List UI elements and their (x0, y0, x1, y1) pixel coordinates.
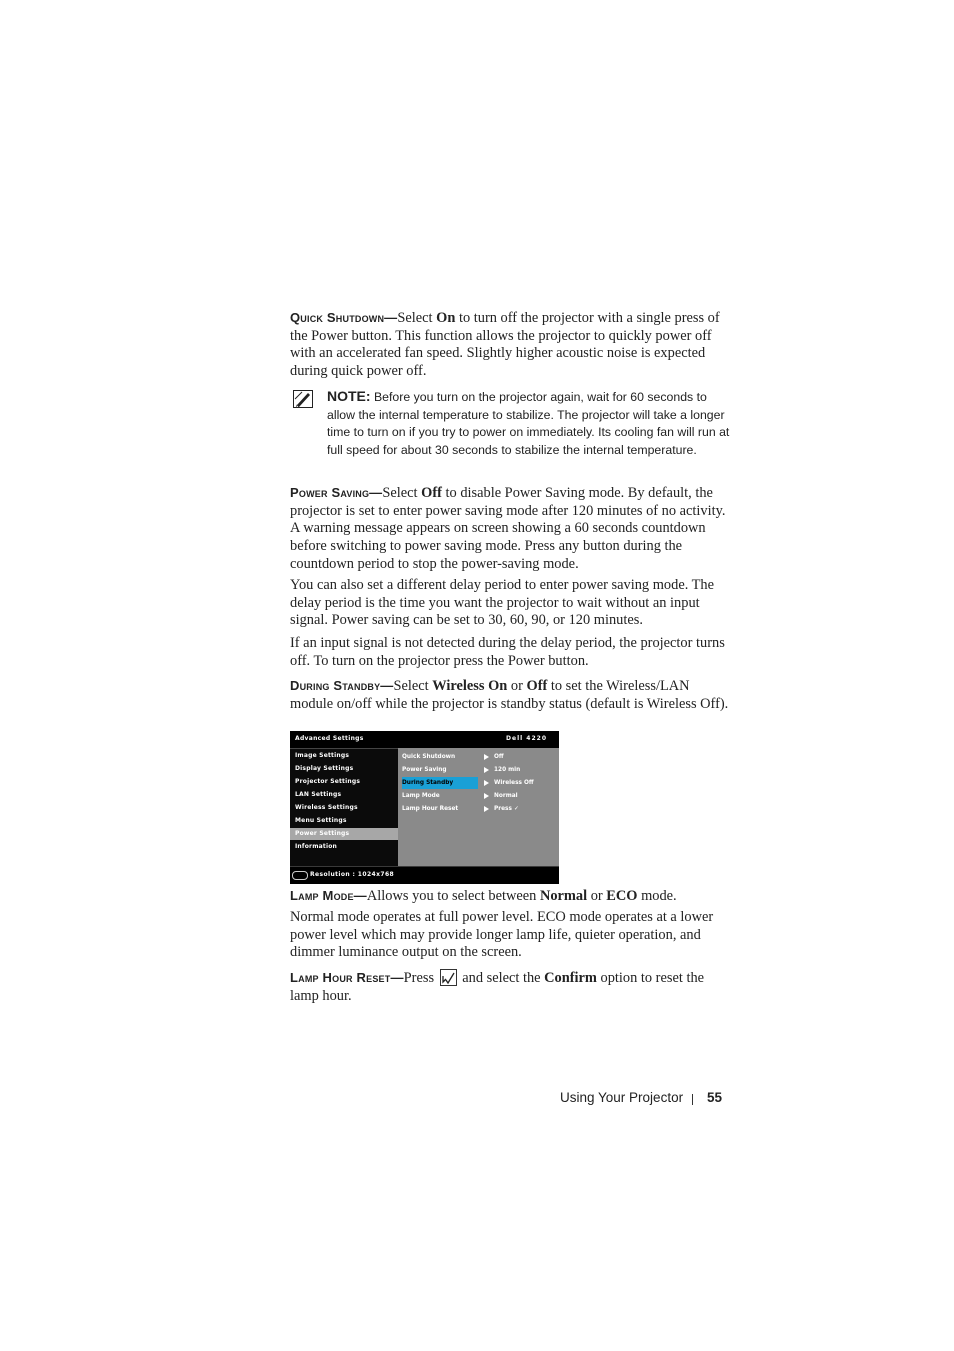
note-text: NOTE: Before you turn on the projector again, wait for 60 seconds to allow the internal temperature to stabilize. The projector will take a longer time to turn on if you try to power on immediately. Its cooling fan will run at full speed for about 30 seconds to stabilize the internal temperature. (327, 388, 730, 457)
note-label: NOTE: (327, 388, 371, 404)
osd-menu-lan-settings[interactable]: LAN Settings (295, 791, 342, 798)
quick-shutdown-value: On (436, 310, 456, 326)
lamp-mode-term: Lamp Mode— (290, 888, 367, 903)
osd-resolution: Resolution : 1024x768 (310, 871, 395, 878)
footer-section-title: Using Your Projector (560, 1090, 684, 1105)
osd-status-bar (290, 866, 559, 884)
osd-sub-quick-shutdown[interactable]: Quick Shutdown Off (402, 754, 504, 760)
osd-sub-lamp-mode[interactable]: Lamp Mode Normal (402, 793, 518, 799)
osd-menu-menu-settings[interactable]: Menu Settings (295, 817, 347, 824)
osd-menu-projector-settings[interactable]: Projector Settings (295, 778, 361, 785)
arrow-right-icon (484, 767, 489, 773)
note-pencil-icon (293, 390, 313, 408)
lamp-hour-reset-paragraph: Lamp Hour Reset—Press and select the Confirm option to reset the lamp hour. (290, 970, 705, 1004)
quick-shutdown-term: Quick Shutdown— (290, 310, 398, 325)
osd-sub-power-saving[interactable]: Power Saving 120 min (402, 767, 521, 773)
delay-paragraph: You can also set a different delay period to enter power saving mode. The delay period is the time you want the projector to wait without an input signal. Power saving can be set to 30, 60, 90, or 120 minutes. (290, 577, 715, 629)
osd-menu-display-settings[interactable]: Display Settings (295, 765, 354, 772)
page-number: 55 (707, 1090, 723, 1105)
osd-menu-power-settings[interactable]: Power Settings (290, 828, 398, 840)
osd-sub-lamp-hour-reset[interactable]: Lamp Hour Reset Press ✓ (402, 806, 519, 812)
arrow-right-icon (484, 754, 489, 760)
arrow-right-icon (484, 793, 489, 799)
footer-divider (692, 1094, 693, 1105)
input-signal-paragraph: If an input signal is not detected during the delay period, the projector turns off. To turn on the projector press the Power button. (290, 635, 725, 669)
osd-menu-screenshot (290, 731, 559, 883)
osd-menu-information[interactable]: Information (295, 843, 338, 850)
quick-shutdown-paragraph: Quick Shutdown—Select On to turn off the projector with a single press of the Power button. This function allows the projector to quickly power off with an accelerated fan speed. Slightly higher acoustic noise is expected during quick power off. (290, 310, 720, 380)
osd-brand: Dell 4220 (506, 735, 547, 742)
osd-header (290, 731, 559, 749)
during-standby-paragraph: During Standby—Select Wireless On or Off to set the Wireless/LAN module on/off while the projector is standby status (default is Wireless Off). (290, 678, 729, 712)
osd-submenu (398, 748, 559, 866)
osd-main-menu (290, 749, 398, 866)
note-box (290, 388, 738, 459)
osd-menu-wireless-settings[interactable]: Wireless Settings (295, 804, 358, 811)
arrow-right-icon (484, 780, 489, 786)
osd-title: Advanced Settings (295, 735, 364, 742)
osd-menu-image-settings[interactable]: Image Settings (295, 752, 350, 759)
during-standby-term: During Standby— (290, 678, 394, 693)
lamp-mode-description: Normal mode operates at full power level. ECO mode operates at a lower power level which may provide longer lamp life, quieter operation, and dimmer luminance output on the screen. (290, 909, 714, 961)
lamp-hour-reset-term: Lamp Hour Reset— (290, 970, 404, 985)
input-source-icon (292, 871, 308, 880)
enter-checkmark-icon (440, 969, 457, 986)
lamp-mode-paragraph: Lamp Mode—Allows you to select between Normal or ECO mode. (290, 888, 677, 904)
power-saving-paragraph: Power Saving—Select Off to disable Power Saving mode. By default, the projector is set to enter power saving mode after 120 minutes of no activity. A warning message appears on screen showing a 60 seconds countdown before switching to power saving mode. Press any button during the countdown period to stop the power-saving mode. (290, 485, 726, 572)
osd-sub-during-standby[interactable]: During Standby Wireless Off (398, 777, 559, 789)
power-saving-value: Off (421, 485, 442, 501)
arrow-right-icon (484, 806, 489, 812)
power-saving-term: Power Saving— (290, 485, 383, 500)
